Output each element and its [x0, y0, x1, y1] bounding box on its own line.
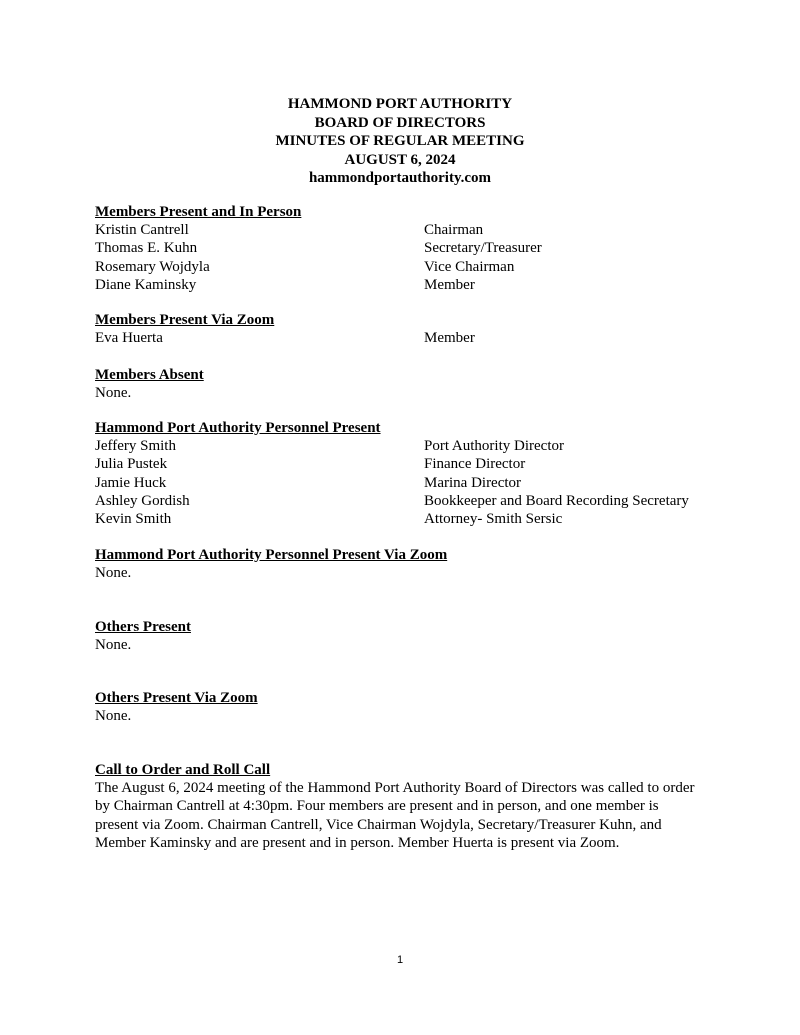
section-paragraph: The August 6, 2024 meeting of the Hammond Port Authority Board of Directors was called to order by Chairman Cantrell at 4:30pm. Four members are present and in person, and one member is present via Zoom. Chairman Cantrell, Vice Chairman Wojdyla, Secretary/Treasurer Kuhn, and Member Kaminsky and are present and in person. Member Huerta is present via Zoom.: [95, 780, 695, 851]
section-text: None.: [95, 565, 132, 582]
member-name: Eva Huerta: [95, 330, 163, 347]
personnel-row: [95, 455, 715, 473]
section-text: None.: [95, 708, 132, 725]
section-title: Others Present: [95, 619, 191, 635]
member-name: Kristin Cantrell: [95, 222, 189, 239]
personnel-zoom-section: [95, 546, 715, 582]
personnel-name: Ashley Gordish: [95, 492, 190, 509]
member-role: Member: [424, 276, 475, 293]
member-row: [95, 276, 715, 294]
personnel-row: [95, 492, 715, 510]
personnel-name: Jamie Huck: [95, 474, 167, 491]
member-role: Vice Chairman: [424, 258, 515, 275]
section-title: Others Present Via Zoom: [95, 690, 258, 706]
personnel-row: [95, 437, 715, 455]
others-present-section: [95, 618, 715, 654]
personnel-role: Marina Director: [424, 474, 522, 491]
members-absent-section: [95, 366, 715, 402]
member-name: Thomas E. Kuhn: [95, 240, 198, 257]
meeting-date: AUGUST 6, 2024: [344, 151, 456, 168]
personnel-name: Jeffery Smith: [95, 438, 176, 455]
member-role: Chairman: [424, 222, 484, 239]
section-title: Hammond Port Authority Personnel Present: [95, 420, 381, 436]
member-role: Member: [424, 330, 475, 347]
document-title: MINUTES OF REGULAR MEETING: [275, 133, 525, 149]
member-name: Rosemary Wojdyla: [95, 258, 210, 275]
section-title: Call to Order and Roll Call: [95, 762, 271, 778]
personnel-name: Kevin Smith: [95, 511, 172, 528]
member-row: [95, 258, 715, 276]
member-row: [95, 239, 715, 257]
website: hammondportauthority.com: [308, 170, 492, 186]
board-name: BOARD OF DIRECTORS: [314, 114, 486, 131]
section-title: Members Absent: [95, 367, 204, 383]
personnel-role: Finance Director: [424, 456, 526, 473]
members-in-person-section: [95, 203, 715, 294]
section-title: Members Present Via Zoom: [95, 312, 275, 328]
members-zoom-section: [95, 311, 715, 347]
personnel-row: [95, 510, 715, 528]
section-title: Members Present and In Person: [95, 204, 302, 220]
section-title: Hammond Port Authority Personnel Present Via Zoom: [95, 547, 448, 563]
member-row: [95, 221, 715, 239]
document-header: [0, 95, 800, 188]
personnel-present-section: [95, 419, 715, 528]
section-text: None.: [95, 385, 132, 402]
member-role: Secretary/Treasurer: [424, 240, 542, 257]
member-row: [95, 329, 715, 347]
others-zoom-section: [95, 689, 715, 725]
personnel-row: [95, 474, 715, 492]
personnel-role: Attorney- Smith Sersic: [424, 511, 563, 528]
organization-name: HAMMOND PORT AUTHORITY: [287, 96, 513, 112]
page-number: 1: [396, 954, 404, 966]
section-text: None.: [95, 637, 132, 654]
personnel-role: Bookkeeper and Board Recording Secretary: [424, 492, 689, 509]
personnel-role: Port Authority Director: [424, 438, 564, 455]
personnel-name: Julia Pustek: [95, 456, 168, 473]
call-to-order-section: [95, 761, 715, 852]
member-name: Diane Kaminsky: [95, 276, 197, 293]
